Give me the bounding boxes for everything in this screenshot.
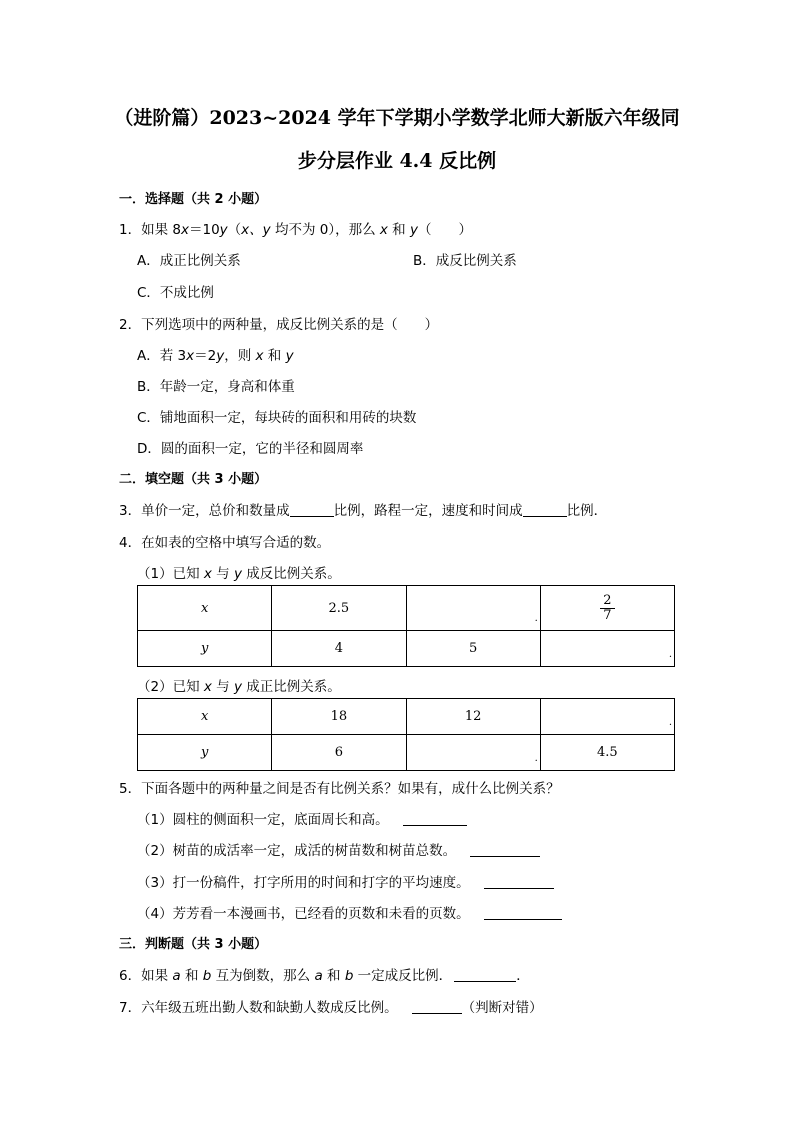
answer-blank[interactable] — [412, 1000, 462, 1014]
question-5-sub2: （2）树苗的成活率一定，成活的树苗数和树苗总数。 — [137, 839, 540, 859]
question-4-sub2-label: （2）已知 x 与 y 成正比例关系。 — [137, 679, 341, 695]
question-5-stem: 5．下面各题中的两种量之间是否有比例关系？如果有，成什么比例关系？ — [119, 781, 560, 797]
table-cell-blank[interactable] — [540, 699, 674, 735]
question-1-stem: 1．如果 8x＝10y（x、y 均不为 0），那么 x 和 y（ ） — [119, 222, 472, 238]
table-header-x: x — [138, 586, 272, 631]
table-cell: 6 — [272, 735, 406, 771]
blank-dot: . — [534, 613, 538, 624]
table-cell: 4 — [272, 631, 406, 667]
question-2-option-d[interactable]: D．圆的面积一定，它的半径和圆周率 — [137, 441, 364, 457]
fraction — [600, 594, 614, 623]
table-cell: 5 — [406, 631, 540, 667]
direct-proportion-table — [137, 698, 675, 771]
blank-dot: . — [668, 649, 672, 660]
table-cell-blank[interactable] — [540, 631, 674, 667]
answer-blank[interactable] — [403, 812, 467, 826]
section-heading-choice: 一．选择题（共 2 小题） — [119, 192, 268, 207]
question-7: 7．六年级五班出勤人数和缺勤人数成反比例。 （判断对错） — [119, 1000, 543, 1016]
question-3: 3．单价一定，总价和数量成 比例，路程一定，速度和时间成 比例． — [119, 503, 608, 519]
section-heading-judge: 三．判断题（共 3 小题） — [119, 937, 268, 952]
question-4-stem: 4．在如表的空格中填写合适的数。 — [119, 535, 331, 551]
answer-blank[interactable] — [470, 843, 540, 857]
page-title-line2: 步分层作业 4.4 反比例 — [297, 150, 497, 172]
table-cell: 4.5 — [540, 735, 674, 771]
section-heading-fill: 二．填空题（共 3 小题） — [119, 472, 268, 487]
answer-blank[interactable] — [454, 968, 516, 982]
table-cell: 2.5 — [272, 586, 406, 631]
question-4-sub1-label: （1）已知 x 与 y 成反比例关系。 — [137, 566, 341, 582]
question-5-sub4: （4）芳芳看一本漫画书，已经看的页数和未看的页数。 — [137, 902, 562, 922]
fraction-numerator: 2 — [600, 594, 614, 609]
table-cell: 12 — [406, 699, 540, 735]
question-5-sub1: （1）圆柱的侧面积一定，底面周长和高。 — [137, 808, 467, 828]
table-header-y: y — [138, 735, 272, 771]
question-2-option-b[interactable]: B．年龄一定，身高和体重 — [137, 379, 295, 395]
blank-dot: . — [668, 717, 672, 728]
question-1-option-b[interactable]: B．成反比例关系 — [413, 253, 517, 269]
question-2-stem: 2．下列选项中的两种量，成反比例关系的是（ ） — [119, 317, 439, 333]
table-cell: 18 — [272, 699, 406, 735]
table-cell-blank[interactable] — [406, 586, 540, 631]
answer-blank[interactable] — [484, 875, 554, 889]
answer-blank[interactable] — [290, 503, 334, 517]
table-header-x: x — [138, 699, 272, 735]
table-cell-fraction — [540, 586, 674, 631]
question-2-option-a[interactable]: A．若 3x＝2y，则 x 和 y — [137, 348, 294, 364]
question-6: 6．如果 a 和 b 互为倒数，那么 a 和 b 一定成反比例． ． — [119, 968, 530, 984]
question-1-option-a[interactable]: A．成正比例关系 — [137, 253, 241, 269]
question-5-sub3: （3）打一份稿件，打字所用的时间和打字的平均速度。 — [137, 871, 554, 891]
blank-dot: . — [534, 753, 538, 764]
page-title-line1: （进阶篇）2023~2024 学年下学期小学数学北师大新版六年级同 — [114, 107, 680, 129]
question-2-option-c[interactable]: C．铺地面积一定，每块砖的面积和用砖的块数 — [137, 410, 417, 426]
answer-blank[interactable] — [484, 906, 562, 920]
question-1-option-c[interactable]: C．不成比例 — [137, 285, 214, 301]
fraction-denominator: 7 — [603, 607, 612, 623]
answer-blank[interactable] — [523, 503, 567, 517]
inverse-proportion-table — [137, 585, 675, 667]
table-cell-blank[interactable] — [406, 735, 540, 771]
table-header-y: y — [138, 631, 272, 667]
